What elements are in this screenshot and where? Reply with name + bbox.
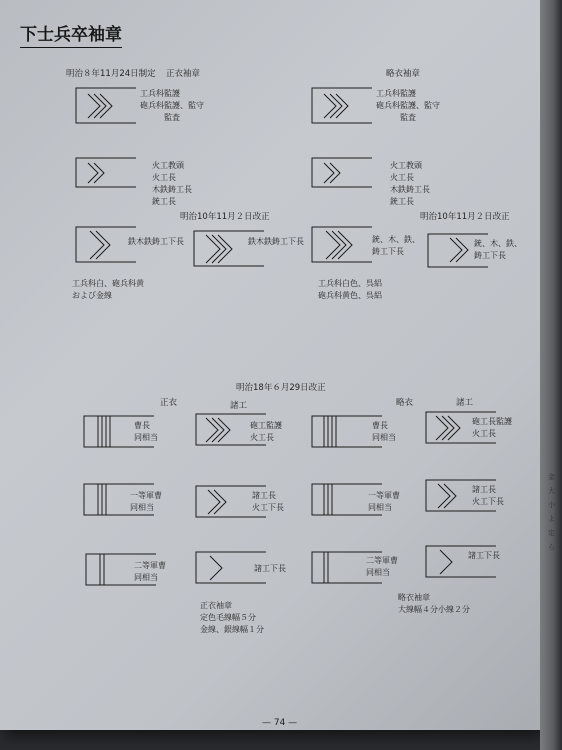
page-number: — 74 — [262, 718, 298, 728]
s3-header-casual: 略衣 [396, 398, 414, 408]
s2-note-left: 工兵科白、砲兵科黄 および金線 [72, 279, 144, 300]
s3-c1-caption: 二等軍曹 同相当 [134, 561, 166, 582]
s3-b1-caption: 一等軍曹 同相当 [130, 491, 162, 512]
s2-caption-3: 銃、木、鉄、 鋳工下長 [372, 235, 420, 256]
s3-a3-caption: 曹長 同相当 [372, 421, 396, 442]
s3-header-formal: 正衣 [160, 398, 178, 408]
s2-note-right: 工兵科白色、呉絽 砲兵科黄色、呉絽 [318, 279, 382, 300]
s2-date-right: 明治10年11月２日改正 [420, 212, 510, 222]
sleeve-chevron-s2-3 [312, 225, 372, 265]
s1-date: 明治８年11月24日制定 [66, 69, 156, 79]
s3-header-various-left: 諸工 [230, 401, 248, 411]
adjacent-page-text: 金 大 小 よ 定 ら [548, 473, 555, 551]
s1-r1-right-caption: 工兵科監護 砲兵科監護、監守 監査 [376, 89, 440, 122]
adjacent-page-edge [540, 0, 562, 750]
s1-r2-right-caption: 火工教頭 火工長 木鉄鋳工長 銃工長 [390, 161, 430, 206]
s3-b4-caption: 諸工長 火工下長 [472, 485, 504, 506]
s3-b3-caption: 一等軍曹 同相当 [368, 491, 400, 512]
s3-a2-caption: 砲工監護 火工長 [250, 421, 282, 442]
s2-date-left: 明治10年11月２日改正 [180, 212, 270, 222]
s3-c2-caption: 諸工下長 [254, 564, 286, 573]
page-title: 下士兵卒袖章 [20, 20, 122, 48]
s3-b2-caption: 諸工長 火工下長 [252, 491, 284, 512]
sleeve-chevron-s1-r1-left [76, 86, 136, 126]
s1-r1-left-caption: 工兵科監護 砲兵科監護、監守 監査 [140, 89, 204, 122]
sleeve-chevron-s1-r2-left [76, 157, 136, 189]
s3-c3-caption: 二等軍曹 同相当 [366, 556, 398, 577]
s1-label-formal: 正衣袖章 [166, 69, 201, 79]
s3-header-various-right: 諸工 [456, 398, 474, 408]
s1-label-casual: 略衣袖章 [386, 69, 421, 79]
s2-caption-2: 鉄木鉄鋳工下長 [248, 237, 304, 246]
s2-caption-1: 鉄木鉄鋳工下長 [128, 237, 184, 246]
sleeve-chevron-s1-r1-right [312, 86, 372, 126]
s2-caption-4: 銃、木、鉄、 鋳工下長 [474, 239, 522, 260]
sleeve-chevron-s2-2 [194, 229, 264, 269]
sleeve-chevron-s1-r2-right [312, 157, 372, 189]
s3-c4-caption: 諸工下長 [468, 551, 500, 560]
s3-date: 明治18年６月29日改正 [236, 383, 326, 393]
s3-note-right: 略衣袖章 大線幅４分小線２分 [398, 593, 470, 614]
s1-r2-left-caption: 火工教頭 火工長 木鉄鋳工長 銃工長 [152, 161, 192, 206]
s3-a4-caption: 砲工長監護 火工長 [472, 417, 512, 438]
sleeve-chevron-s2-1 [76, 225, 136, 265]
s3-note-left: 正衣袖章 定色毛線幅５分 金線、銀線幅１分 [200, 601, 264, 634]
s3-a1-caption: 曹長 同相当 [134, 421, 158, 442]
